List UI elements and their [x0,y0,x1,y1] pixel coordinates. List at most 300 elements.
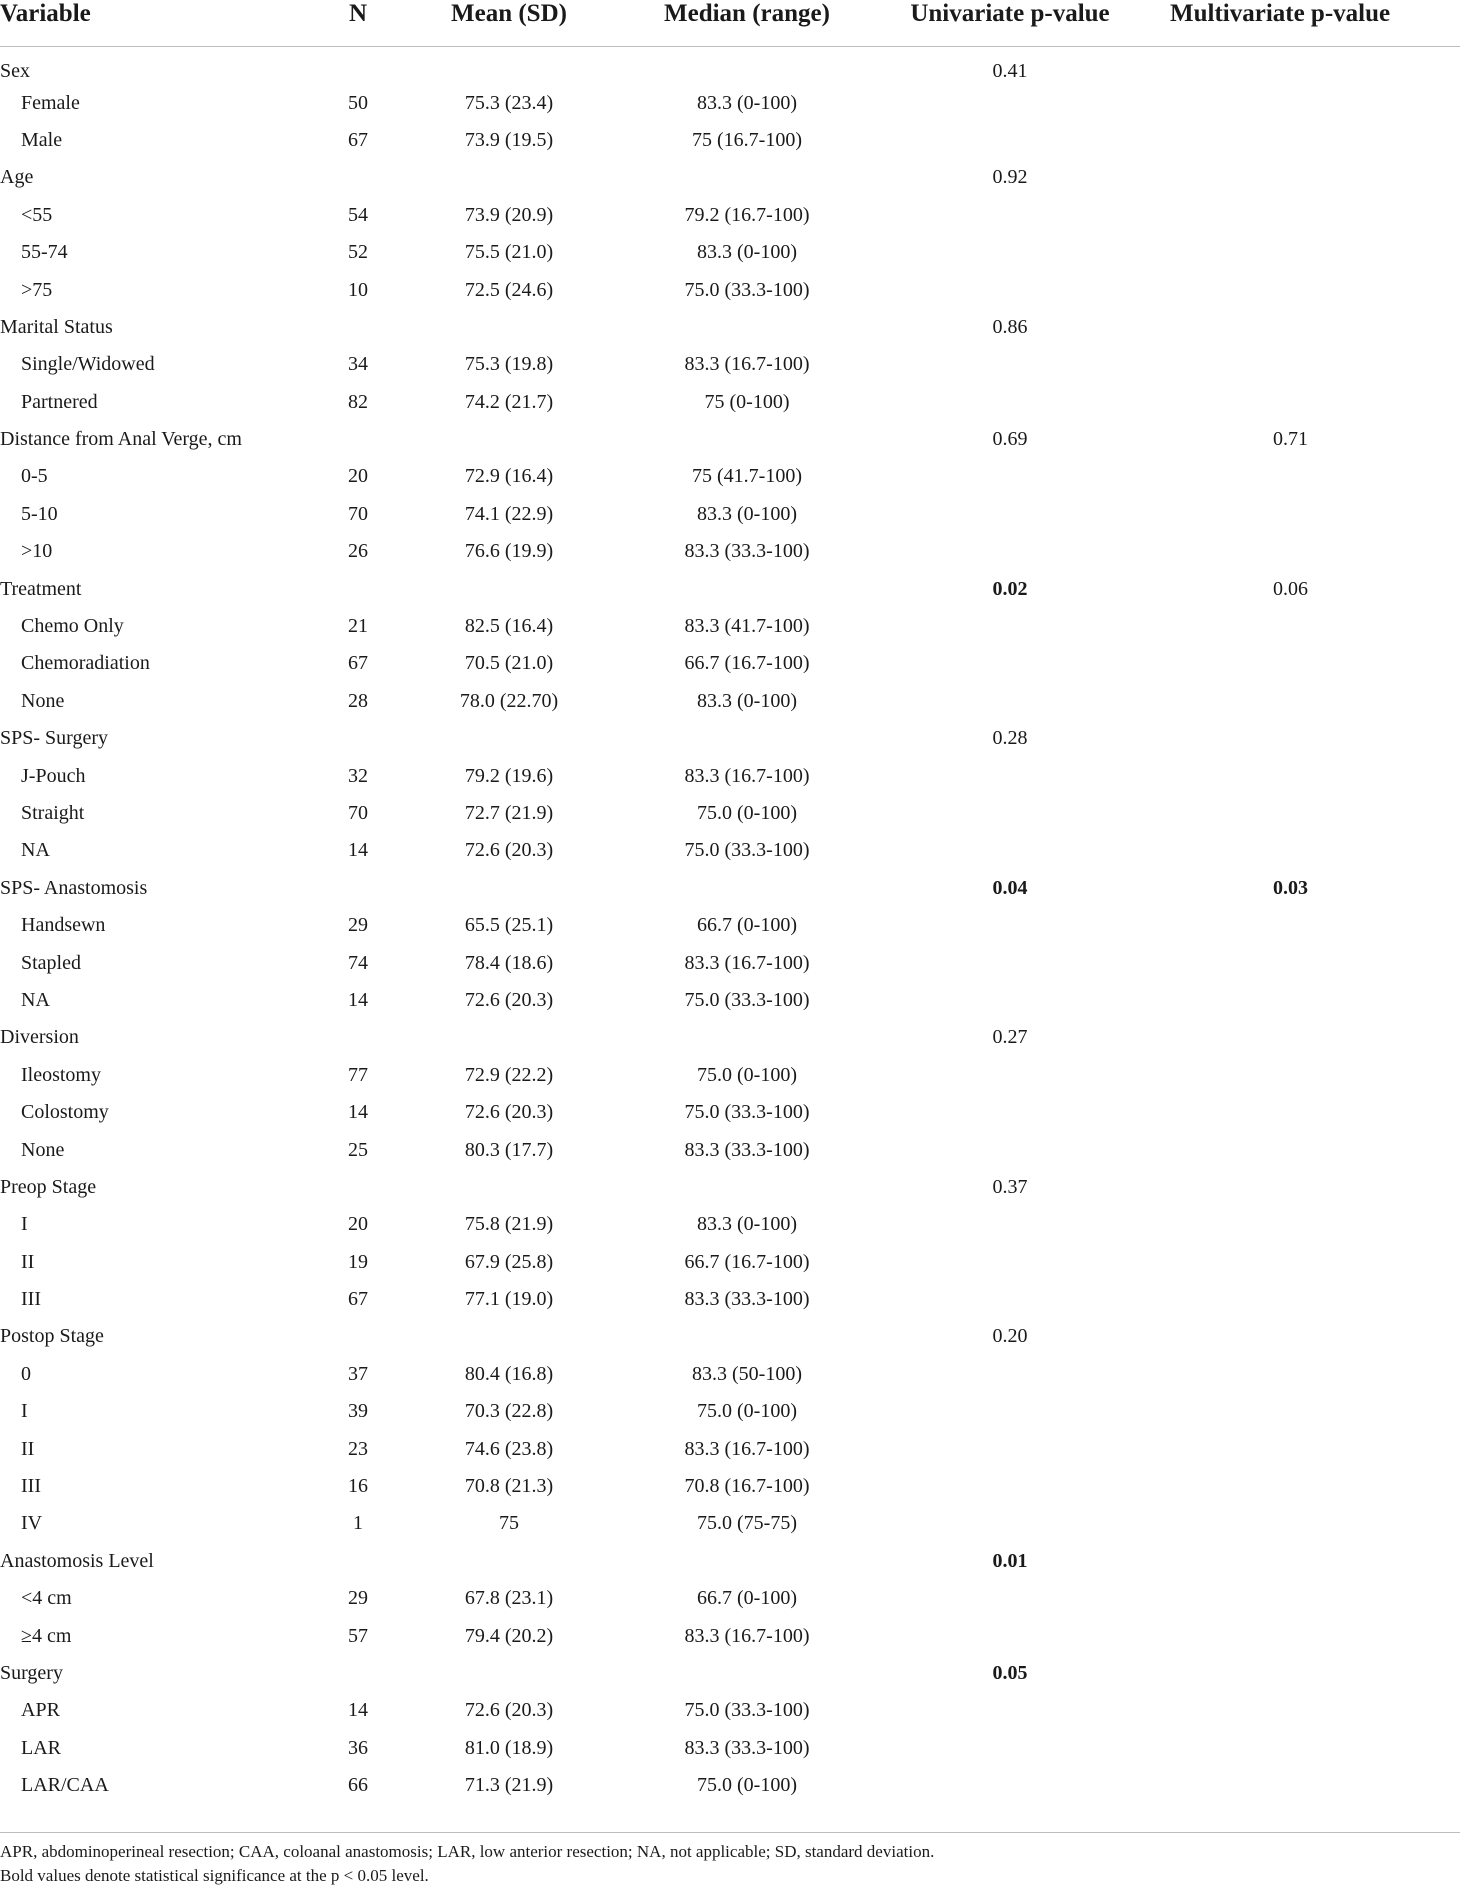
cell-univariate-p: 0.04 [992,876,1028,899]
cell-multivariate-p [1160,1617,1460,1654]
cell-n: 20 [348,465,368,488]
cell-median-range: 75.0 (33.3-100) [684,988,810,1011]
table-row-subcategory [0,944,1460,981]
cell-multivariate-p [1160,944,1460,981]
cell-variable: None [21,689,65,712]
cell-n: 26 [348,540,368,563]
table-row-subcategory [0,794,1460,831]
cell-univariate-p [860,1617,1160,1654]
footer-divider [0,1832,1460,1833]
cell-n: 1 [353,1512,363,1535]
cell-mean-sd: 72.7 (21.9) [464,802,554,824]
cell-n: 57 [348,1624,368,1647]
cell-n [332,420,384,457]
cell-median-range [634,1654,860,1691]
cell-n [332,1318,384,1355]
cell-mean-sd: 72.6 (20.3) [464,1699,554,1722]
cell-multivariate-p [1160,308,1460,345]
table-row-variable [0,869,1460,906]
cell-variable: ≥4 cm [21,1624,72,1647]
cell-variable: LAR/CAA [21,1774,109,1797]
cell-mean-sd: 73.9 (20.9) [464,203,554,226]
cell-univariate-p [860,645,1160,682]
table-row-subcategory [0,1280,1460,1317]
cell-median-range: 83.3 (0-100) [697,1213,797,1236]
table-row-subcategory [0,533,1460,570]
cell-median-range: 75.0 (75-75) [697,1512,797,1535]
cell-median-range: 75.0 (0-100) [697,1400,797,1423]
cell-multivariate-p [1160,271,1460,308]
cell-univariate-p [860,1692,1160,1729]
cell-univariate-p: 0.20 [992,1325,1028,1348]
cell-variable: SPS- Surgery [0,727,108,750]
cell-median-range: 83.3 (16.7-100) [684,951,810,974]
cell-multivariate-p [1160,1467,1460,1504]
cell-median-range [634,308,860,345]
table-row-subcategory [0,84,1460,121]
cell-mean-sd: 72.5 (24.6) [464,278,554,301]
cell-mean-sd: 75.3 (23.4) [464,91,554,114]
table-row-variable [0,1654,1460,1691]
header-univariate-p: Univariate p-value [860,0,1160,47]
cell-median-range: 75.0 (0-100) [697,802,797,824]
cell-n: 16 [348,1475,368,1498]
cell-univariate-p [860,944,1160,981]
cell-variable: <55 [21,203,53,226]
cell-univariate-p [860,196,1160,233]
cell-univariate-p [860,1393,1160,1430]
footnote-abbreviations: APR, abdominoperineal resection; CAA, coloanal anastomosis; LAR, low anterior resection; NA, not applicable; SD, standard deviation. [0,1842,935,1861]
cell-variable: Diversion [0,1026,79,1049]
cell-n: 28 [348,689,368,712]
cell-mean-sd: 78.4 (18.6) [464,951,554,974]
table-body [0,47,1460,1804]
cell-variable: SPS- Anastomosis [0,876,148,899]
cell-mean-sd: 65.5 (25.1) [464,914,554,937]
cell-n: 25 [348,1138,368,1161]
cell-n: 14 [348,1699,368,1722]
cell-median-range: 83.3 (41.7-100) [684,615,810,638]
cell-mean-sd: 70.3 (22.8) [464,1400,554,1423]
cell-univariate-p [860,682,1160,719]
cell-median-range: 83.3 (0-100) [697,502,797,525]
cell-multivariate-p [1160,233,1460,270]
cell-n: 29 [348,1587,368,1610]
table-row-subcategory [0,757,1460,794]
cell-median-range: 66.7 (0-100) [697,1587,797,1610]
cell-multivariate-p [1160,1430,1460,1467]
cell-n: 67 [348,652,368,675]
cell-univariate-p: 0.41 [992,60,1028,83]
cell-univariate-p [860,1131,1160,1168]
cell-variable: 5-10 [21,502,58,525]
table-row-subcategory [0,1692,1460,1729]
cell-mean-sd: 74.2 (21.7) [464,390,554,413]
cell-variable: Ileostomy [21,1063,101,1086]
cell-multivariate-p [1160,607,1460,644]
cell-median-range: 66.7 (16.7-100) [684,1250,810,1273]
cell-mean-sd [384,420,634,457]
cell-median-range: 75.0 (33.3-100) [684,1101,810,1124]
cell-univariate-p [860,1206,1160,1243]
table-row-variable [0,420,1460,457]
cell-median-range: 75 (41.7-100) [692,465,802,488]
cell-n [332,159,384,196]
cell-multivariate-p [1160,1505,1460,1542]
table-row-subcategory [0,1580,1460,1617]
cell-variable: Stapled [21,951,81,974]
table-row-subcategory [0,271,1460,308]
cell-median-range [634,720,860,757]
cell-variable: APR [21,1699,60,1722]
cell-median-range: 75 (0-100) [704,390,790,413]
cell-variable: 55-74 [21,241,68,264]
cell-multivariate-p [1160,84,1460,121]
table-row-subcategory [0,906,1460,943]
cell-variable: II [21,1437,35,1460]
cell-univariate-p [860,1729,1160,1766]
cell-n: 50 [348,91,368,114]
cell-univariate-p [860,607,1160,644]
cell-n [332,308,384,345]
cell-univariate-p [860,1505,1160,1542]
cell-univariate-p [860,1580,1160,1617]
cell-variable: II [21,1250,35,1273]
cell-multivariate-p [1160,1056,1460,1093]
cell-mean-sd: 73.9 (19.5) [464,128,554,151]
cell-multivariate-p: 0.06 [1273,577,1308,600]
table-row-subcategory [0,1617,1460,1654]
cell-variable: Partnered [21,390,98,413]
cell-mean-sd: 72.9 (22.2) [464,1063,554,1086]
header-median-range: Median (range) [634,0,860,47]
cell-multivariate-p [1160,1093,1460,1130]
cell-n: 14 [348,988,368,1011]
cell-mean-sd: 72.9 (16.4) [464,465,554,488]
table-row-subcategory [0,495,1460,532]
table-row-subcategory [0,196,1460,233]
cell-median-range [634,159,860,196]
cell-univariate-p: 0.37 [992,1175,1028,1198]
cell-multivariate-p [1160,682,1460,719]
header-multivariate-p: Multivariate p-value [1160,0,1460,47]
cell-mean-sd: 67.9 (25.8) [464,1250,554,1273]
header-n: N [332,0,384,47]
cell-multivariate-p [1160,1542,1460,1579]
cell-median-range: 83.3 (33.3-100) [684,1138,810,1161]
cell-multivariate-p [1160,1131,1460,1168]
cell-univariate-p [860,495,1160,532]
cell-variable: Marital Status [0,315,113,338]
cell-n [332,1542,384,1579]
cell-univariate-p: 0.02 [992,577,1028,600]
cell-mean-sd: 76.6 (19.9) [464,540,554,563]
cell-median-range: 83.3 (33.3-100) [684,1736,810,1759]
cell-median-range: 75.0 (33.3-100) [684,1699,810,1722]
cell-n: 21 [348,615,368,638]
table-row-variable [0,570,1460,607]
cell-univariate-p [860,383,1160,420]
table-row-subcategory [0,1206,1460,1243]
cell-variable: Preop Stage [0,1175,97,1198]
cell-multivariate-p [1160,1393,1460,1430]
table-row-subcategory [0,1505,1460,1542]
cell-mean-sd [384,47,634,84]
cell-variable: Surgery [0,1661,63,1684]
cell-variable: I [21,1213,28,1236]
cell-n: 36 [348,1736,368,1759]
cell-mean-sd: 81.0 (18.9) [464,1736,554,1759]
cell-univariate-p [860,1243,1160,1280]
cell-median-range: 83.3 (0-100) [697,91,797,114]
cell-n [332,869,384,906]
cell-n: 39 [348,1400,368,1423]
cell-univariate-p [860,1766,1160,1803]
cell-variable: Treatment [0,577,82,600]
cell-univariate-p [860,121,1160,158]
cell-median-range: 83.3 (16.7-100) [684,764,810,787]
table-row-variable [0,1542,1460,1579]
cell-n: 10 [348,278,368,301]
cell-n [332,1019,384,1056]
table-row-subcategory [0,682,1460,719]
header-mean-sd: Mean (SD) [384,0,634,47]
cell-univariate-p [860,1280,1160,1317]
cell-mean-sd: 80.4 (16.8) [464,1362,554,1385]
cell-variable: IV [21,1512,43,1535]
cell-mean-sd: 75.3 (19.8) [464,353,554,376]
cell-variable: 0 [21,1362,31,1385]
table-row-subcategory [0,1430,1460,1467]
table-row-subcategory [0,1131,1460,1168]
cell-univariate-p [860,1355,1160,1392]
cell-median-range: 66.7 (16.7-100) [684,652,810,675]
cell-univariate-p [860,832,1160,869]
table-row-subcategory [0,1766,1460,1803]
cell-n: 14 [348,1101,368,1124]
table-row-subcategory [0,1729,1460,1766]
table-row-variable [0,1318,1460,1355]
cell-multivariate-p [1160,1580,1460,1617]
cell-univariate-p: 0.69 [992,428,1028,451]
cell-multivariate-p [1160,757,1460,794]
cell-median-range: 83.3 (16.7-100) [684,1624,810,1647]
cell-univariate-p [860,271,1160,308]
cell-variable: Female [21,91,80,114]
cell-mean-sd: 78.0 (22.70) [459,689,559,712]
cell-univariate-p [860,757,1160,794]
table-row-subcategory [0,1393,1460,1430]
cell-variable: Anastomosis Level [0,1549,154,1572]
cell-mean-sd: 80.3 (17.7) [464,1138,554,1161]
cell-mean-sd: 72.6 (20.3) [464,1101,554,1124]
cell-median-range: 83.3 (50-100) [692,1362,802,1385]
cell-univariate-p [860,458,1160,495]
cell-univariate-p: 0.05 [992,1661,1028,1684]
cell-n [332,1168,384,1205]
cell-n: 23 [348,1437,368,1460]
cell-mean-sd: 79.2 (19.6) [464,764,554,787]
cell-mean-sd: 74.1 (22.9) [464,502,554,525]
cell-median-range [634,869,860,906]
cell-multivariate-p [1160,1729,1460,1766]
cell-median-range [634,47,860,84]
table-row-subcategory [0,1467,1460,1504]
cell-median-range: 79.2 (16.7-100) [684,203,810,226]
cell-median-range [634,1168,860,1205]
cell-multivariate-p [1160,1280,1460,1317]
cell-mean-sd: 70.8 (21.3) [464,1475,554,1498]
table-row-variable [0,1168,1460,1205]
cell-univariate-p [860,981,1160,1018]
cell-mean-sd: 82.5 (16.4) [464,615,554,638]
cell-univariate-p [860,533,1160,570]
cell-median-range: 83.3 (33.3-100) [684,1288,810,1311]
cell-variable: Male [21,128,63,151]
cell-n: 67 [348,1288,368,1311]
cell-n: 70 [348,502,368,525]
cell-mean-sd [384,1019,634,1056]
cell-univariate-p [860,794,1160,831]
cell-median-range: 70.8 (16.7-100) [684,1475,810,1498]
table-row-subcategory [0,832,1460,869]
cell-multivariate-p: 0.71 [1273,428,1308,451]
cell-n: 70 [348,802,368,824]
table-row-subcategory [0,645,1460,682]
cell-univariate-p [860,1430,1160,1467]
cell-variable: 0-5 [21,465,48,488]
cell-univariate-p [860,906,1160,943]
cell-n [332,720,384,757]
cell-mean-sd [384,159,634,196]
table-row-subcategory [0,981,1460,1018]
cell-median-range [634,1019,860,1056]
header-variable: Variable [0,0,332,47]
cell-variable: Chemoradiation [21,652,150,675]
table-row-variable [0,47,1460,84]
cell-mean-sd: 72.6 (20.3) [464,988,554,1011]
footnote-significance: Bold values denote statistical significance at the p < 0.05 level. [0,1866,429,1885]
cell-median-range: 83.3 (0-100) [697,241,797,264]
cell-variable: Chemo Only [21,615,124,638]
cell-multivariate-p [1160,196,1460,233]
header-row [0,0,1460,47]
cell-variable: Postop Stage [0,1325,104,1348]
cell-median-range [634,1542,860,1579]
cell-mean-sd: 71.3 (21.9) [464,1774,554,1797]
cell-mean-sd [384,869,634,906]
cell-n [332,570,384,607]
cell-variable: NA [21,988,50,1011]
cell-multivariate-p [1160,159,1460,196]
cell-variable: >75 [21,278,53,301]
cell-multivariate-p [1160,1318,1460,1355]
cell-variable: Sex [0,60,30,83]
table-row-variable [0,720,1460,757]
cell-mean-sd: 79.4 (20.2) [464,1624,554,1647]
cell-variable: Age [0,166,34,189]
cell-multivariate-p [1160,1206,1460,1243]
cell-variable: Colostomy [21,1101,109,1124]
cell-median-range [634,570,860,607]
cell-mean-sd: 75.5 (21.0) [464,241,554,264]
cell-median-range: 83.3 (33.3-100) [684,540,810,563]
cell-multivariate-p [1160,981,1460,1018]
table-row-subcategory [0,1056,1460,1093]
cell-n: 34 [348,353,368,376]
cell-median-range: 75.0 (0-100) [697,1774,797,1797]
cell-univariate-p [860,1093,1160,1130]
cell-multivariate-p [1160,495,1460,532]
cell-multivariate-p [1160,383,1460,420]
table-row-subcategory [0,458,1460,495]
cell-multivariate-p [1160,720,1460,757]
table-row-variable [0,308,1460,345]
cell-univariate-p: 0.86 [992,315,1028,338]
cell-n: 20 [348,1213,368,1236]
table-row-subcategory [0,346,1460,383]
cell-multivariate-p [1160,1766,1460,1803]
cell-multivariate-p [1160,1243,1460,1280]
table-header [0,0,1460,47]
cell-univariate-p: 0.27 [992,1026,1028,1049]
table-row-variable [0,159,1460,196]
cell-median-range [634,1318,860,1355]
cell-variable: Straight [21,802,85,824]
cell-n: 52 [348,241,368,264]
cell-median-range: 83.3 (16.7-100) [684,353,810,376]
cell-n: 82 [348,390,368,413]
cell-univariate-p [860,346,1160,383]
table-row-subcategory [0,233,1460,270]
cell-mean-sd [384,1542,634,1579]
cell-multivariate-p: 0.03 [1273,876,1308,899]
cell-variable: NA [21,839,50,862]
cell-n [332,1654,384,1691]
cell-mean-sd: 72.6 (20.3) [464,839,554,862]
table-row-subcategory [0,383,1460,420]
cell-variable: LAR [21,1736,61,1759]
cell-n: 77 [348,1063,368,1086]
cell-univariate-p: 0.92 [992,166,1028,189]
cell-mean-sd [384,1654,634,1691]
cell-mean-sd: 75.8 (21.9) [464,1213,554,1236]
cell-mean-sd: 67.8 (23.1) [464,1587,554,1610]
cell-n: 29 [348,914,368,937]
cell-median-range: 83.3 (0-100) [697,689,797,712]
cell-n: 14 [348,839,368,862]
cell-multivariate-p [1160,794,1460,831]
cell-univariate-p [860,84,1160,121]
cell-variable: Single/Widowed [21,353,155,376]
cell-multivariate-p [1160,832,1460,869]
table-row-subcategory [0,121,1460,158]
cell-mean-sd: 74.6 (23.8) [464,1437,554,1460]
cell-multivariate-p [1160,1692,1460,1729]
cell-multivariate-p [1160,47,1460,84]
cell-mean-sd [384,1168,634,1205]
table-row-subcategory [0,1093,1460,1130]
cell-multivariate-p [1160,906,1460,943]
cell-n: 74 [348,951,368,974]
cell-univariate-p [860,1056,1160,1093]
cell-median-range: 75 (16.7-100) [692,128,802,151]
cell-n: 19 [348,1250,368,1273]
cell-median-range: 75.0 (33.3-100) [684,278,810,301]
cell-n: 37 [348,1362,368,1385]
cell-univariate-p: 0.28 [992,727,1028,750]
cell-mean-sd: 77.1 (19.0) [464,1288,554,1311]
